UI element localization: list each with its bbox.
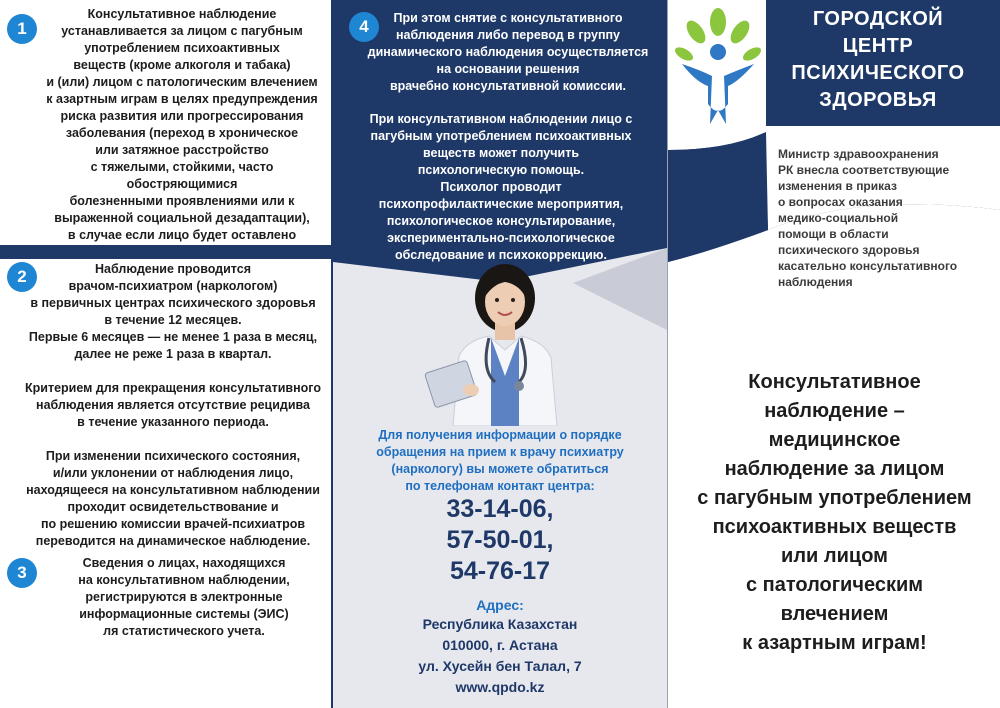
- number-badge-2: 2: [7, 262, 37, 292]
- phone-number-2[interactable]: 57-50-01,: [446, 526, 554, 554]
- center-logo-icon: [672, 6, 764, 128]
- info-panel-2: [0, 259, 331, 549]
- info-panel-1: [0, 0, 331, 245]
- phone-number-1[interactable]: 33-14-06,: [446, 495, 554, 523]
- doctor-illustration: [423, 258, 583, 426]
- panel-1-text: Консультативное наблюдение устанавливается за лицом с пагубным употреблением психоактивных веществ (кроме алкоголя и табака) и (или) лицом с патологическим влечением к азартным играм в целях предупреждения риска развития или прогрессирования заболевания (переход в хроническое или затяжное расстройство с тяжелыми, стойкими, часто обостряющимися болезненными проявлениями или к выраженной социальной дезадаптации), в случае если лицо будет оставлено: [46, 7, 318, 242]
- panel-2-text: Наблюдение проводится врачом-психиатром (наркологом) в первичных центрах психического здоровья в течение 12 месяцев. Первые 6 месяцев — не менее 1 раза в месяц, далее не реже 1 раза в квартал. Критерием для прекращения консультативного наблюдения является отсутствие рецидива в течение указанного периода. При изменении психического состояния, и/или уклонении от наблюдения лицо, находящееся на консультативном наблюдении проходит освидетельствование и по решению комиссии врачей-психиатров переводится на динамическое наблюдение.: [25, 262, 321, 548]
- number-badge-1: 1: [7, 14, 37, 44]
- address-text: Республика Казахстан 010000, г. Астана ул. Хусейн бен Талал, 7 www.qpdo.kz: [418, 616, 582, 695]
- phone-number-3[interactable]: 54-76-17: [449, 557, 551, 585]
- number-badge-3: 3: [7, 558, 37, 588]
- ministry-notice: Министр здравоохранения РК внесла соответствующие изменения в приказ о вопросах оказания медико-социальной помощи в области психического здоровья касательно консультативного наблюдения: [778, 147, 958, 289]
- headline: Консультативное наблюдение – медицинское наблюдение за лицом с пагубным употреблением психоактивных веществ или лицом с патологическим влечением к азартным играм!: [697, 371, 972, 654]
- info-panel-3: [0, 549, 331, 708]
- panel-3-text: Сведения о лицах, находящихся на консультативном наблюдении, регистрируются в электронные информационные системы (ЭИС) ля статистического учета.: [78, 556, 290, 638]
- contact-info-text: Для получения информации о порядке обращения на прием к врачу психиатру (наркологу) вы можете обратиться по телефонам контакт центра:: [376, 428, 624, 493]
- phone-list: [333, 494, 667, 587]
- number-badge-4: 4: [349, 12, 379, 42]
- middle-column: [333, 0, 667, 708]
- organization-name: ГОРОДСКОЙ ЦЕНТР ПСИХИЧЕСКОГО ЗДОРОВЬЯ: [791, 8, 965, 111]
- panel-4-text-2: При консультативном наблюдении лицо с пагубным употреблением психоактивных веществ может получить психологическую помощь. Психолог проводит психопрофилактические мероприятия, психологическое консультирование, экспериментально-психологическое обследование и психокоррекцию.: [369, 112, 633, 262]
- section-divider: [0, 245, 331, 259]
- address-title: Адрес:: [476, 597, 524, 613]
- right-column: [667, 0, 1000, 708]
- left-column: [0, 0, 333, 708]
- panel-4-text-1: При этом снятие с консультативного наблюдения либо перевод в группу динамического наблюдения осуществляется на основании решения врачебно консультативной комиссии.: [367, 11, 649, 93]
